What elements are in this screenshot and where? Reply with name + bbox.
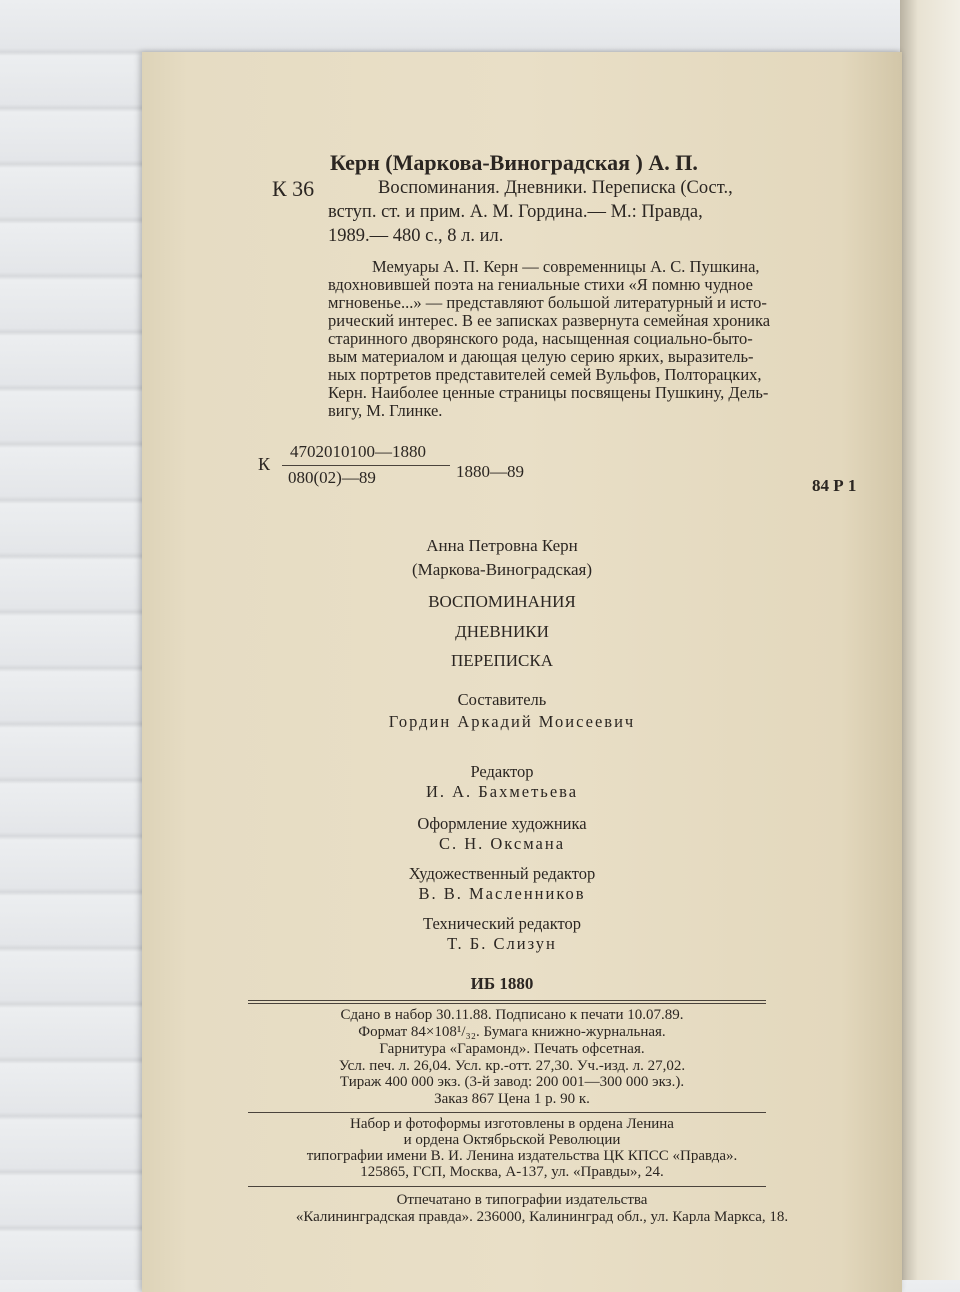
formula-letter: К: [258, 454, 271, 474]
imprint-line: Набор и фотоформы изготовлены в ордена Ленина: [350, 1116, 674, 1132]
formula-suffix: 1880—89: [456, 462, 524, 481]
imprint-line: «Калининградская правда». 236000, Калининград обл., ул. Карла Маркса, 18.: [295, 1209, 789, 1225]
credit-role: Редактор: [470, 762, 534, 781]
imprint-line: Заказ 867 Цена 1 р. 90 к.: [434, 1091, 590, 1107]
imprint-line: Усл. печ. л. 26,04. Усл. кр.-отт. 27,30. Уч.-изд. л. 27,02.: [338, 1058, 686, 1074]
imprint-line: типографии имени В. И. Ленина издательства ЦК КПСС «Правда».: [306, 1148, 738, 1164]
credit-role: Составитель: [457, 690, 547, 709]
annotation-line: Мемуары А. П. Керн — современницы А. С. Пушкина,: [372, 257, 760, 276]
credit-role: Технический редактор: [423, 914, 581, 933]
catalog-description-line: 1989.— 480 с., 8 л. ил.: [328, 226, 504, 246]
catalog-author: Керн (Маркова-Виноградская ) А. П.: [330, 150, 698, 175]
catalog-description-line: вступ. ст. и прим. А. М. Гордина.— М.: Правда,: [328, 202, 703, 222]
annotation-line: вдохновившей поэта на гениальные стихи «Я помню чудное: [328, 275, 753, 294]
book-title: ПЕРЕПИСКА: [450, 651, 553, 670]
credit-role: Оформление художника: [417, 814, 587, 833]
annotation-line: старинного дворянского рода, насыщенная социально-быто-: [328, 329, 753, 348]
formula-denominator: 080(02)—89: [288, 468, 376, 487]
annotation-line: Керн. Наиболее ценные страницы посвящены Пушкину, Дель-: [328, 383, 769, 402]
imprint-line: и ордена Октябрьской Революции: [403, 1132, 621, 1148]
imprint-line: Формат 84×108¹/₃₂. Бумага книжно-журнальная.: [358, 1024, 666, 1040]
credit-name: И. А. Бахметьева: [425, 782, 579, 801]
annotation-line: вигу, М. Глинке.: [328, 401, 443, 420]
author-maiden-name: (Маркова-Виноградская): [411, 560, 592, 579]
annotation-line: вым материалом и дающая целую серию ярких, выразитель-: [328, 347, 754, 366]
catalog-code: К 36: [272, 176, 315, 201]
bbk-index: 84 Р 1: [812, 476, 857, 495]
imprint-rule: [248, 1186, 766, 1187]
formula-fraction-line: [282, 465, 450, 466]
imprint-line: 125865, ГСП, Москва, А-137, ул. «Правды», 24.: [360, 1164, 664, 1180]
catalog-description-line: Воспоминания. Дневники. Переписка (Сост.,: [378, 178, 733, 198]
imprint-rule: [248, 1000, 766, 1001]
formula-numerator: 4702010100—1880: [290, 442, 426, 461]
annotation-line: мгновенье...» — представляют большой литературный и исто-: [328, 293, 767, 312]
imprint-line: Отпечатано в типографии издательства: [396, 1192, 648, 1208]
imprint-line: Гарнитура «Гарамонд». Печать офсетная.: [379, 1041, 645, 1057]
book-page: [142, 52, 902, 1292]
book-title: ДНЕВНИКИ: [455, 622, 549, 641]
credit-name: Гордин Аркадий Моисеевич: [388, 712, 636, 731]
credit-name: С. Н. Оксмана: [438, 834, 566, 853]
ib-number: ИБ 1880: [470, 974, 534, 993]
credit-name: В. В. Масленников: [418, 884, 586, 903]
credit-role: Художественный редактор: [408, 864, 596, 883]
book-cover-edge: [900, 0, 960, 1280]
imprint-rule: [248, 1112, 766, 1113]
annotation-line: ных портретов представителей семей Вульфов, Полторацких,: [328, 365, 762, 384]
credit-name: Т. Б. Слизун: [447, 934, 557, 953]
book-title: ВОСПОМИНАНИЯ: [428, 592, 576, 611]
imprint-rule: [248, 1003, 766, 1004]
annotation-line: рический интерес. В ее записках развернута семейная хроника: [328, 311, 771, 330]
author-full-name: Анна Петровна Керн: [426, 536, 578, 555]
imprint-line: Сдано в набор 30.11.88. Подписано к печати 10.07.89.: [340, 1007, 684, 1023]
imprint-line: Тираж 400 000 экз. (3-й завод: 200 001—300 000 экз.).: [339, 1074, 685, 1090]
